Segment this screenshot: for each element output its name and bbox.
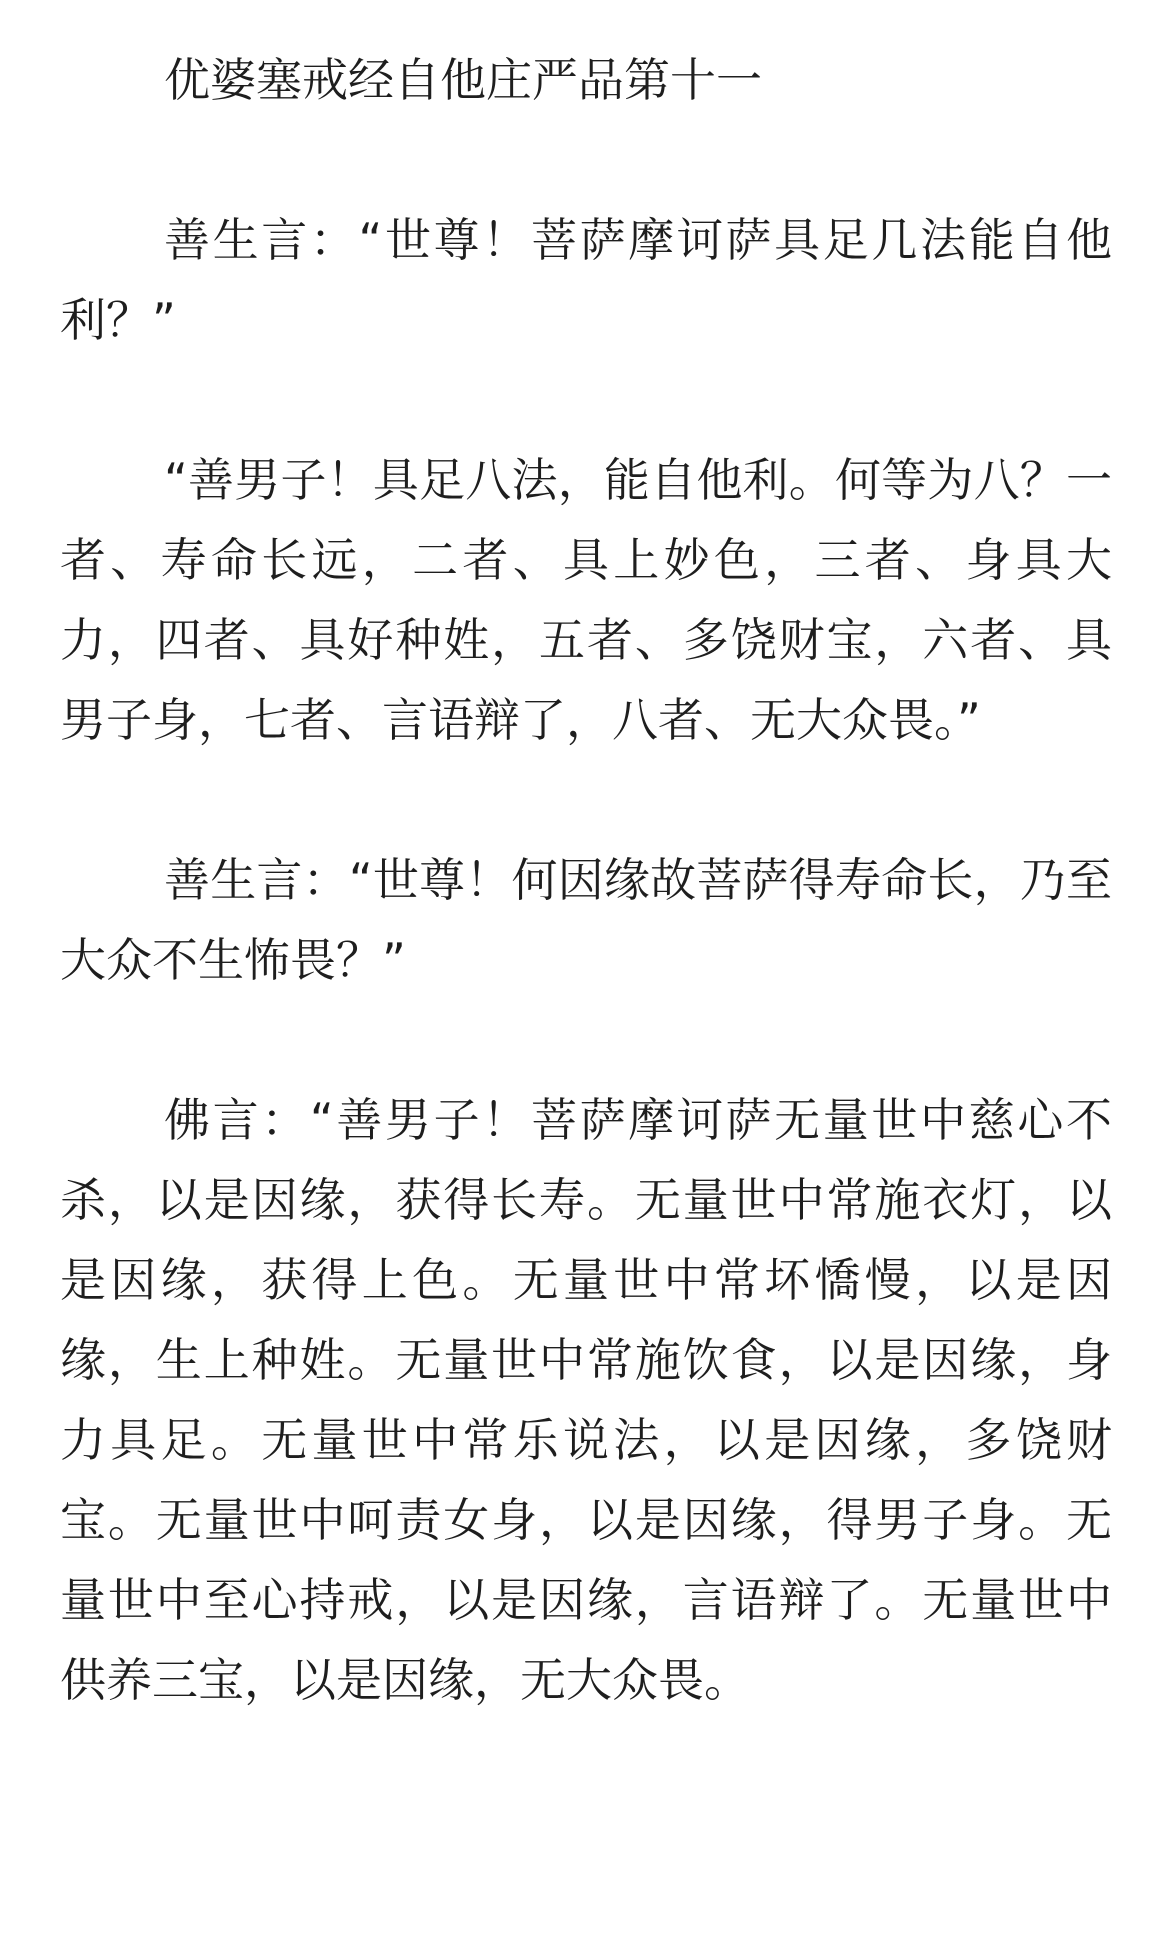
paragraph-answer-1: “善男子！具足八法，能自他利。何等为八？一者、寿命长远，二者、具上妙色，三者、身具大力，四者、具好种姓，五者、多饶财宝，六者、具男子身，七者、言语辩了，八者、无大众畏。” <box>60 453 1112 747</box>
paragraph-answer-2: 佛言：“善男子！菩萨摩诃萨无量世中慈心不杀，以是因缘，获得长寿。无量世中常施衣灯，以是因缘，获得上色。无量世中常坏憍慢，以是因缘，生上种姓。无量世中常施饮食，以是因缘，身力具足。无量世中常乐说法，以是因缘，多饶财宝。无量世中呵责女身，以是因缘，得男子身。无量世中至心持戒，以是因缘，言语辩了。无量世中供养三宝，以是因缘，无大众畏。 <box>60 1093 1112 1707</box>
paragraph-question-2: 善生言：“世尊！何因缘故菩萨得寿命长，乃至大众不生怖畏？” <box>60 853 1112 987</box>
paragraph-question-1: 善生言：“世尊！菩萨摩诃萨具足几法能自他利？” <box>60 213 1112 347</box>
chapter-title: 优婆塞戒经自他庄严品第十一 <box>164 53 762 107</box>
sutra-text <box>60 40 1112 1720</box>
